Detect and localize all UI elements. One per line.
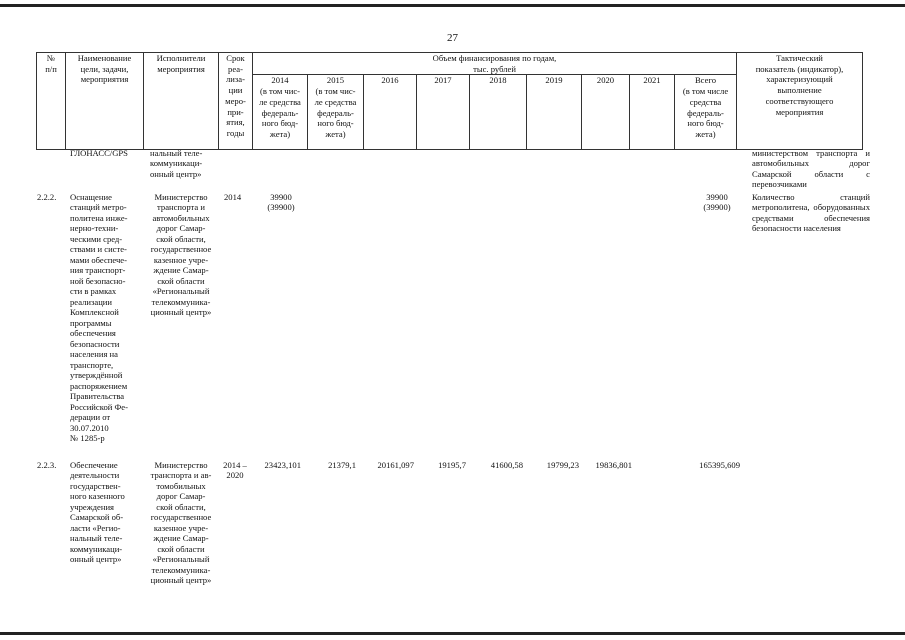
row-value-2016: 20161,097 <box>377 460 414 470</box>
header-year-2018: 2018 <box>470 75 527 150</box>
row-value-total: 165395,609 <box>699 460 740 470</box>
row-indicator: Количество станций метрополитена, оборудованных средствами обеспечения безопасности населения <box>752 192 870 234</box>
row-executor: Министерство транспорта и ав- томобильных дорог Самар- ской области, государственное казенное учре- ждение Самар- ской области «Региональный телекоммуника- ционный центр» <box>150 460 212 586</box>
row-num: 2.2.3. <box>37 460 57 470</box>
continuation-name: ГЛОНАСС/GPS <box>70 148 128 158</box>
header-year-2021: 2021 <box>630 75 675 150</box>
page-number: 27 <box>447 32 458 44</box>
header-name: Наименование цели, задачи, мероприятия <box>66 53 144 150</box>
row-value-2014: 23423,101 <box>264 460 301 470</box>
row-term: 2014 <box>224 192 242 202</box>
header-num: № п/п <box>37 53 66 150</box>
header-year-2015: 2015 (в том чис- ле средства федераль- ного бюд- жета) <box>308 75 364 150</box>
header-total: Всего (в том числе средства федераль- ного бюд- жета) <box>675 75 737 150</box>
continuation-indicator: министерством транспорта и автомобильных дорог Самарской области с перевозчиками <box>752 148 870 190</box>
header-year-2019: 2019 <box>527 75 582 150</box>
row-value-2019: 19799,23 <box>546 460 579 470</box>
header-year-2020: 2020 <box>582 75 630 150</box>
top-rule <box>0 4 905 7</box>
header-year-2014: 2014 (в том чис- ле средства федераль- ного бюд- жета) <box>253 75 308 150</box>
header-year-2016: 2016 <box>364 75 417 150</box>
header-indicator: Тактический показатель (индикатор), характеризующий выполнение соответствующего мероприятия <box>737 53 863 150</box>
row-term: 2014 – 2020 <box>223 460 247 481</box>
row-executor: Министерство транспорта и автомобильных дорог Самар- ской области, государственное казенное учре- ждение Самар- ской области «Региональный телекоммуника- ционный центр» <box>150 192 212 318</box>
header-year-2017: 2017 <box>417 75 470 150</box>
header-term: Срок реа- лиза- ции меро- при- ятия, годы <box>219 53 253 150</box>
row-value-2020: 19836,801 <box>595 460 632 470</box>
row-value-2017: 19195,7 <box>438 460 466 470</box>
row-num: 2.2.2. <box>37 192 57 202</box>
row-value-2018: 41600,58 <box>490 460 523 470</box>
header-executors: Исполнители мероприятия <box>144 53 219 150</box>
header-financing: Объем финансирования по годам, тыс. рублей <box>253 53 737 75</box>
table-header <box>36 52 863 150</box>
row-name: Оснащение станций метро- политена инже- нерно-техни- ческими сред- ствами и систе- мами обеспече- ния транспорт- ной безопасно- сти в рамках реализации Комплексной программы обеспечения безопасности населения на транспорте, утверждённой распоряжением Правительства Российской Фе- дерации от 30.07.2010 № 1285-р <box>70 192 128 444</box>
row-name: Обеспечение деятельности государствен- ного казенного учреждения Самарской об- ласти «Регио- нальный теле- коммуникаци- онный центр» <box>70 460 125 565</box>
row-value-total: 39900 (39900) <box>703 192 731 213</box>
row-value-2014: 39900 (39900) <box>267 192 295 213</box>
bottom-rule <box>0 632 905 635</box>
continuation-executor: нальный теле- коммуникаци- онный центр» <box>150 148 203 179</box>
row-value-2015: 21379,1 <box>328 460 356 470</box>
